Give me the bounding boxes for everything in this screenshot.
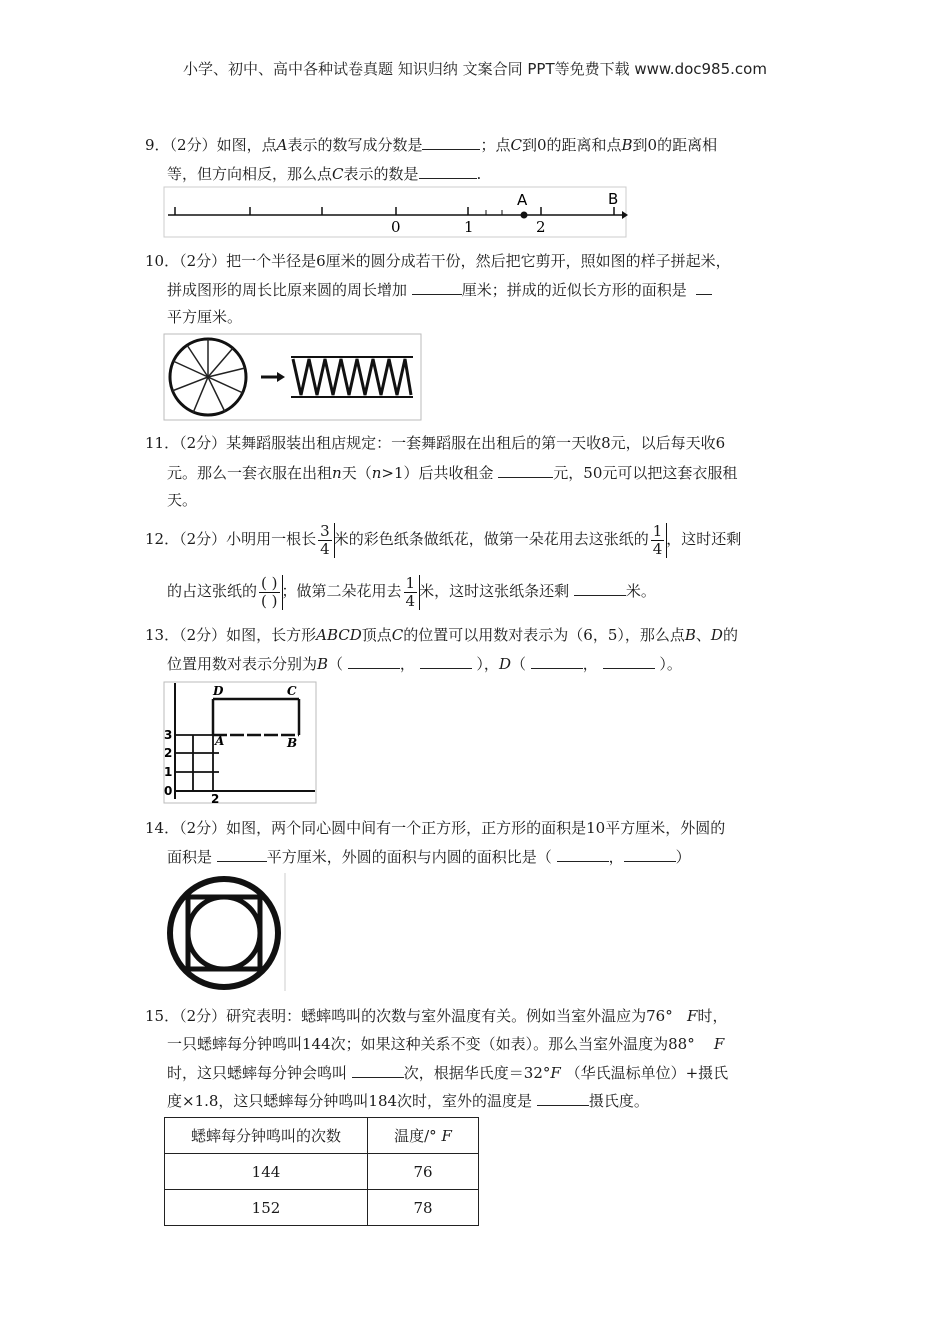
- answer-blank[interactable]: [422, 133, 480, 150]
- answer-blank[interactable]: [574, 579, 626, 596]
- answer-blank[interactable]: [498, 461, 553, 478]
- q15-line2: 一只蟋蟀每分钟鸣叫144次；如果这种关系不变（如表）。那么当室外温度为88° F: [167, 1035, 725, 1053]
- y-label-0: 0: [164, 784, 173, 798]
- label-two: 2: [536, 218, 546, 236]
- q11-line2: 元。那么一套衣服在出租n天（n>1）后共收租金 元，50元可以把这套衣服租: [167, 461, 737, 483]
- q10-line1: 10．（2分）把一个半径是6厘米的圆分成若干份，然后把它剪开，照如图的样子拼起米，: [145, 252, 731, 270]
- q15-line1: 15．（2分）研究表明：蟋蟀鸣叫的次数与室外温度有关。例如当室外温应为76° F时，: [145, 1007, 728, 1025]
- table-header-row: [165, 1118, 479, 1154]
- answer-blank[interactable]: [696, 278, 712, 295]
- rectangle-grid-figure: [163, 681, 318, 805]
- vertex-label-d: D: [213, 684, 224, 698]
- y-label-2: 2: [164, 746, 173, 760]
- answer-blank[interactable]: [419, 162, 477, 179]
- point-a-dot: [521, 212, 528, 219]
- q15-line3: 时，这只蟋蟀每分钟会鸣叫 次，根据华氏度＝32°F （华氏温标单位）+摄氏: [167, 1061, 728, 1083]
- label-b: B: [608, 190, 619, 208]
- q12-line1: 12．（2分）小明用一根长 $\frac{3}{4}$ 米的彩色纸条做纸花，做第一朵花用去这张纸的 $\frac{1}{4}$ ，这时还剩: [145, 521, 742, 558]
- q11-line1: 11．（2分）某舞蹈服装出租店规定：一套舞蹈服在出租后的第一天收8元，以后每天收6: [145, 434, 726, 452]
- table-cell: 144: [165, 1154, 368, 1190]
- page-header: 小学、初中、高中各种试卷真题 知识归纳 文案合同 PPT等免费下载 www.doc985.com: [183, 60, 767, 78]
- answer-blank[interactable]: [352, 1061, 404, 1078]
- q10-line2: 拼成图形的周长比原来圆的周长增加 厘米；拼成的近似长方形的面积是: [167, 278, 712, 300]
- answer-blank[interactable]: [624, 845, 676, 862]
- label-zero: 0: [391, 218, 401, 236]
- arrow-head: [622, 211, 628, 219]
- y-label-1: 1: [164, 765, 173, 779]
- vertex-label-a: A: [215, 734, 225, 748]
- answer-blank[interactable]: [420, 652, 472, 669]
- vertex-label-c: C: [287, 684, 297, 698]
- q14-line1: 14．（2分）如图，两个同心圆中间有一个正方形，正方形的面积是10平方厘米，外圆的: [145, 819, 726, 837]
- q14-line2: 面积是 平方厘米，外圆的面积与内圆的面积比是（ ， ）: [167, 845, 691, 867]
- answer-blank[interactable]: [217, 845, 267, 862]
- q13-line2: 位置用数对表示分别为B（ ， ），D（ ， ）。: [167, 652, 682, 674]
- answer-blank[interactable]: [531, 652, 583, 669]
- circle-rearrange-figure: [163, 333, 423, 421]
- y-label-3: 3: [164, 728, 173, 742]
- cricket-temperature-table: [164, 1117, 479, 1226]
- q15-line4: 度×1.8，这只蟋蟀每分钟鸣叫184次时，室外的温度是 摄氏度。: [167, 1089, 649, 1111]
- table-row: [165, 1190, 479, 1226]
- concentric-circles-figure: [163, 873, 288, 993]
- grid-lines: [175, 735, 219, 791]
- q10-line3: 平方厘米。: [167, 308, 243, 326]
- q11-line3: 天。: [167, 491, 198, 509]
- table-row: [165, 1154, 479, 1190]
- table-header: 温度/° F: [368, 1118, 479, 1154]
- x-label-2: 2: [211, 792, 220, 805]
- fraction: $\frac{1}{4}$: [652, 521, 663, 558]
- arrow-icon: [277, 372, 285, 382]
- fraction: $\frac{3}{4}$: [320, 521, 330, 558]
- number-line-figure: [160, 185, 635, 240]
- label-one: 1: [464, 218, 474, 236]
- q9-line2: 等，但方向相反，那么点C表示的数是 .: [167, 162, 481, 184]
- vertex-label-b: B: [287, 736, 298, 750]
- figure-frame: [164, 334, 421, 420]
- answer-blank[interactable]: [412, 278, 462, 295]
- table-cell: 76: [368, 1154, 479, 1190]
- inner-circle: [188, 897, 260, 969]
- answer-blank[interactable]: [557, 845, 609, 862]
- fraction-answer[interactable]: $\frac{( )}{( )}$: [261, 573, 278, 610]
- table-cell: 78: [368, 1190, 479, 1226]
- zigzag-rectangle: [293, 359, 411, 395]
- label-a: A: [517, 191, 528, 209]
- table-header: 蟋蟀每分钟鸣叫的次数: [165, 1118, 368, 1154]
- table-cell: 152: [165, 1190, 368, 1226]
- answer-blank[interactable]: [348, 652, 400, 669]
- answer-blank[interactable]: [603, 652, 655, 669]
- q13-line1: 13．（2分）如图，长方形ABCD顶点C的位置可以用数对表示为（6，5），那么点B、D的: [145, 626, 738, 644]
- answer-blank[interactable]: [537, 1089, 589, 1106]
- fraction: $\frac{1}{4}$: [405, 573, 416, 610]
- q12-line2: 的占这张纸的 $\frac{( )}{( )}$ ；做第二朵花用去 $\frac{1}{4}$ 米，这时这张纸条还剩 米。: [167, 573, 656, 610]
- q9-line1: 9．（2分）如图，点A表示的数写成分数是 ；点C到0的距离和点B到0的距离相: [145, 133, 717, 155]
